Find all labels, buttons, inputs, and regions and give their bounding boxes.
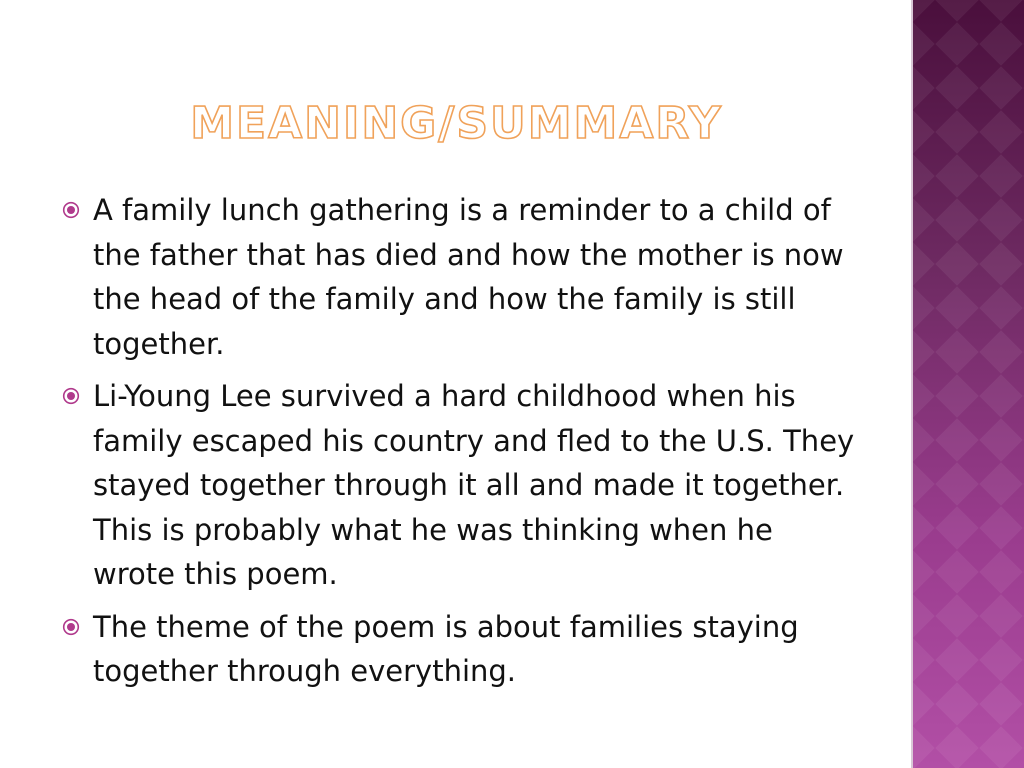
slide-title: MEANING/SUMMARY [190, 98, 723, 149]
bullet-text: The theme of the poem is about families staying together through everything. [93, 609, 799, 688]
list-item [62, 374, 862, 597]
radio-bullet-icon [62, 387, 80, 405]
bullet-list [62, 188, 862, 702]
bullet-text: A family lunch gathering is a reminder to a child of the father that has died and how the mother is now the head of the family and how the family is still together. [93, 193, 844, 361]
decorative-side-panel [913, 0, 1024, 768]
list-item [62, 188, 862, 366]
radio-bullet-icon [62, 618, 80, 636]
bullet-text: Li-Young Lee survived a hard childhood when his family escaped his country and fled to the U.S. They stayed together through it all and made it together. This is probably what he was thinking when he wrote this poem. [93, 379, 855, 591]
list-item [62, 605, 862, 694]
radio-bullet-icon [62, 201, 80, 219]
